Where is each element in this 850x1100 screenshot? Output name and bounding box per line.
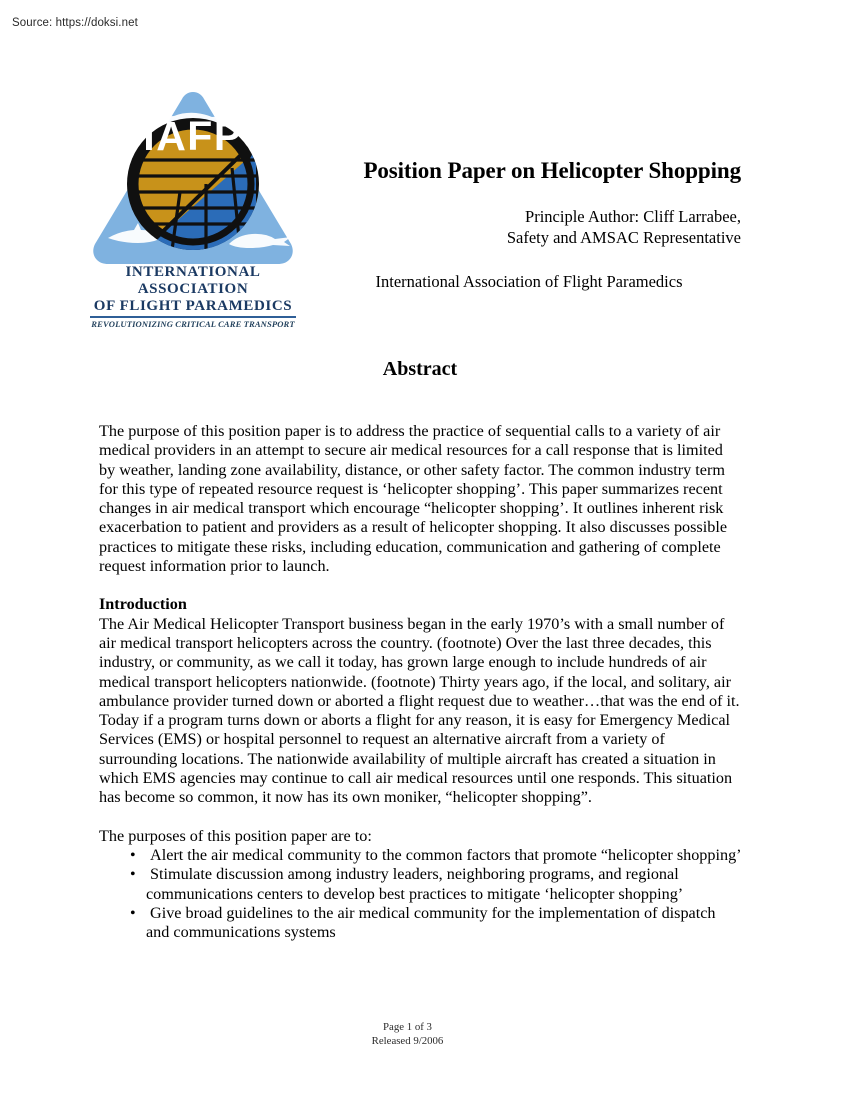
title-block	[320, 158, 741, 292]
purposes-list	[99, 846, 742, 942]
logo-divider	[90, 316, 296, 318]
logo-tagline: REVOLUTIONIZING CRITICAL CARE TRANSPORT	[91, 319, 295, 330]
bullet-icon: •	[130, 904, 136, 922]
list-item	[99, 846, 742, 865]
svg-text:IAFP: IAFP	[143, 113, 243, 159]
author-line-1: Principle Author: Cliff Larrabee,	[525, 206, 741, 226]
introduction-heading: Introduction	[99, 595, 187, 614]
list-item-text: Give broad guidelines to the air medical community for the implementation of dispatch and communications systems	[146, 903, 716, 942]
logo-name-line-2: OF FLIGHT PARAMEDICS	[93, 297, 293, 314]
list-item	[99, 865, 742, 904]
document-body	[99, 422, 742, 942]
bullet-icon: •	[130, 866, 136, 884]
iafp-logo-text	[86, 264, 300, 329]
list-item-text: Stimulate discussion among industry leaders, neighboring programs, and regional communications centers to develop best practices to mitigate ‘helicopter shopping’	[146, 865, 684, 903]
author-line-2: Safety and AMSAC Representative	[506, 227, 741, 247]
page-footer	[99, 1021, 716, 1048]
bullet-icon: •	[130, 846, 136, 864]
introduction-paragraph: The Air Medical Helicopter Transport business began in the early 1970’s with a small number of air medical transport helicopters across the country. (footnote) Over the last three decades, this industry, or community, as we call it today, has grown large enough to include hundreds of air medical transport helicopters nationwide. (footnote) Thirty years ago, if the local, and solitary, air ambulance provider turned down or aborted a flight request due to weather…that was the end of it. Today if a program turns down or aborts a flight for any reason, it is easy for Emergency Medical Services (EMS) or hospital personnel to request an alternative aircraft from a variety of surrounding locations. The nationwide availability of multiple aircraft has created a situation in which EMS agencies may continue to call air medical resources until one responds. This situation has become so common, it now has its own moniker, “helicopter shopping”.	[99, 614, 740, 807]
list-item-text: Alert the air medical community to the common factors that promote “helicopter shopping’	[150, 845, 742, 864]
organization-line: International Association of Flight Paramedics	[375, 271, 683, 291]
iafp-logo-mark-icon	[86, 88, 300, 270]
purposes-lead-in: The purposes of this position paper are to:	[99, 826, 372, 845]
spacer	[99, 576, 742, 595]
source-watermark: Source: https://doksi.net	[12, 17, 138, 29]
logo-name-line-1: INTERNATIONAL ASSOCIATION	[125, 264, 261, 297]
page-title: Position Paper on Helicopter Shopping	[363, 158, 741, 183]
abstract-heading: Abstract	[382, 358, 458, 380]
list-item	[99, 904, 742, 943]
footer-page-number: Page 1 of 3	[383, 1021, 432, 1033]
document-header	[0, 88, 850, 328]
iafp-logo	[86, 88, 300, 330]
abstract-paragraph: The purpose of this position paper is to address the practice of sequential calls to a variety of air medical providers in an attempt to secure air medical resources for a call response that is limited by weather, landing zone availability, distance, or other safety factor. The common industry term for this type of repeated resource request is ‘helicopter shopping’. This paper summarizes recent changes in air medical transport which encourage “helicopter shopping’. It outlines inherent risk exacerbation to patient and providers as a result of helicopter shopping. It also discusses possible practices to mitigate these risks, including education, communication and gathering of complete request information prior to launch.	[99, 422, 728, 576]
spacer	[99, 808, 742, 827]
footer-release-date: Released 9/2006	[371, 1034, 444, 1047]
